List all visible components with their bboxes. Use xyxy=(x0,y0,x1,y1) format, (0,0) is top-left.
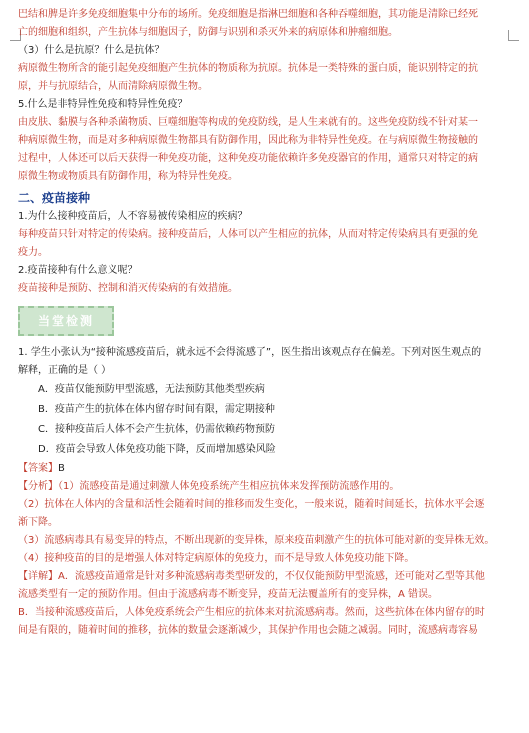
section-title: 二、疫苗接种 xyxy=(18,191,91,205)
answer-line: 由皮肤、黏膜与各种杀菌物质、巨噬细胞等构成的免疫防线，是人生来就有的。这些免疫防线不针对某一 xyxy=(18,117,478,128)
option-b: B．疫苗产生的抗体在体内留存时间有限，需定期接种 xyxy=(38,404,275,415)
detail-line: A．流感疫苗通常是针对多种流感病毒类型研发的，不仅仅能预防甲型流感，还可能对乙型等其他 xyxy=(58,571,485,582)
answer-line: 病原微生物所含的能引起免疫细胞产生抗体的物质称为抗原。抗体是一类特殊的蛋白质，能识别特定的抗 xyxy=(18,63,478,74)
exercise-stem: 解释，正确的是（ ） xyxy=(18,365,112,376)
answer-line: 每种疫苗只针对特定的传染病。接种疫苗后，人体可以产生相应的抗体，从而对特定传染病具有更强的免 xyxy=(18,229,478,240)
analysis-line: （3）流感病毒具有易变异的特点，不断出现新的变异株，原来疫苗刺激产生的抗体可能对新的变异株无效。 xyxy=(18,535,495,546)
answer-line: 原，并与抗原结合，从而清除病原微生物。 xyxy=(18,81,208,92)
detail-line: B．当接种流感疫苗后，人体免疫系统会产生相应的抗体来对抗流感病毒。然而，这些抗体在体内留存的时 xyxy=(18,607,485,618)
analysis-line: （2）抗体在人体内的含量和活性会随着时间的推移而发生变化，一般来说，随着时间延长，抗体水平会逐 xyxy=(18,499,485,510)
analysis-row xyxy=(18,478,513,496)
analysis-label: 【分析】 xyxy=(18,481,58,492)
answer-value: B xyxy=(58,463,65,474)
section2-question-1: 1.为什么接种疫苗后，人不容易被传染相应的疾病？ xyxy=(18,211,248,222)
option-c: C．接种疫苗后人体不会产生抗体，仍需依赖药物预防 xyxy=(38,424,275,435)
exercise-stem: 1. 学生小张认为“接种流感疫苗后，就永远不会得流感了”，医生指出该观点存在偏差。下列对医生观点的 xyxy=(18,347,482,358)
detail-label: 【详解】 xyxy=(18,571,58,582)
answer-line: 过程中，人体还可以后天获得一种免疫功能，这种免疫功能依赖许多免疫器官的作用，通常只对特定的病 xyxy=(18,153,478,164)
detail-row xyxy=(18,568,513,586)
option-d: D．疫苗会导致人体免疫功能下降，反而增加感染风险 xyxy=(38,444,276,455)
analysis-line: 渐下降。 xyxy=(18,517,58,528)
answer-line: 原微生物或物质具有防御作用，称为特异性免疫。 xyxy=(18,171,238,182)
detail-line: 间是有限的，随着时间的推移，抗体的数量会逐渐减少，其保护作用也会随之减弱。同时，流感病毒容易 xyxy=(18,625,478,636)
answer-row xyxy=(18,460,513,478)
question-5: 5.什么是非特异性免疫和特异性免疫？ xyxy=(18,99,188,110)
detail-line: 流感类型有一定的预防作用。但由于流感病毒不断变异，疫苗无法覆盖所有的变异株，A 错误。 xyxy=(18,589,439,600)
answer-line: 种病原微生物，而是对多种病原微生物都具有防御作用，因此称为非特异性免疫。在与病原微生物接触的 xyxy=(18,135,478,146)
option-a: A．疫苗仅能预防甲型流感，无法预防其他类型疾病 xyxy=(38,384,265,395)
intro-line: 巴结和脾是许多免疫细胞集中分布的场所。免疫细胞是指淋巴细胞和各种吞噬细胞，其功能是清除已经死 xyxy=(18,9,478,20)
answer-line: 疫力。 xyxy=(18,247,48,258)
answer-label: 【答案】 xyxy=(18,463,58,474)
in-class-test-badge: 当堂检测 xyxy=(18,306,114,336)
analysis-line: （4）接种疫苗的目的是增强人体对特定病原体的免疫力，而不是导致人体免疫功能下降。 xyxy=(18,553,415,564)
intro-line: 亡的细胞和组织，产生抗体与细胞因子，防御与识别和杀灭外来的病原体和肿瘤细胞。 xyxy=(18,27,398,38)
answer-line: 疫苗接种是预防、控制和消灭传染病的有效措施。 xyxy=(18,283,238,294)
analysis-line: （1）流感疫苗是通过刺激人体免疫系统产生相应抗体来发挥预防流感作用的。 xyxy=(58,481,400,492)
question-3: （3）什么是抗原？什么是抗体？ xyxy=(18,45,165,56)
section2-question-2: 2.疫苗接种有什么意义呢？ xyxy=(18,265,138,276)
document-content xyxy=(18,6,513,640)
